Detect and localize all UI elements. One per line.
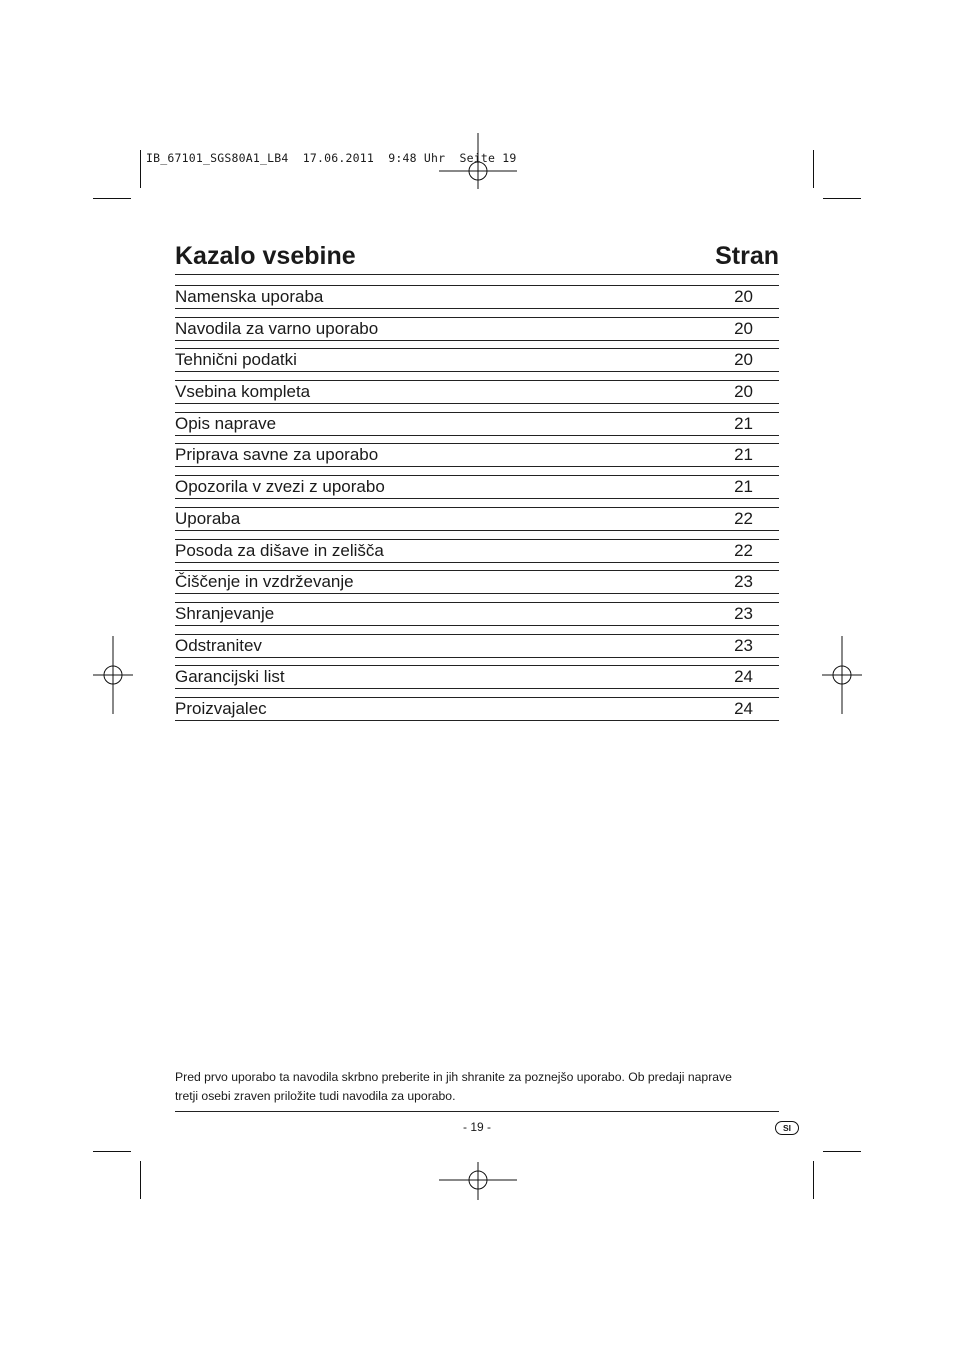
toc-entry-page: 21 [734,413,753,433]
crop-mark-bottom-right-h [823,1151,861,1152]
print-slug-time: 9:48 Uhr [388,151,446,165]
toc-entry-label: Priprava savne za uporabo [175,445,379,465]
toc-entry[interactable] [175,570,779,594]
footnote [175,1068,779,1106]
footer-divider [175,1111,779,1112]
crop-mark-bottom-left-v [140,1161,141,1199]
toc-entry[interactable] [175,475,779,499]
toc-entry-label: Namenska uporaba [175,287,324,306]
toc-entry-label: Tehnični podatki [175,350,297,370]
toc-entry-page: 20 [734,350,753,370]
print-slug-date: 17.06.2011 [302,151,374,165]
crop-mark-top-right-h [823,198,861,199]
toc-entry-page: 22 [734,540,753,560]
toc-entry-page: 20 [734,318,753,338]
registration-mark-bottom [439,1162,517,1200]
language-badge: SI [775,1121,799,1135]
toc-entry-page: 24 [734,667,753,687]
toc-entry[interactable] [175,634,779,658]
toc-entry-label: Opis naprave [175,413,277,433]
toc-entry-page: 23 [734,635,753,655]
toc-entry[interactable] [175,380,779,404]
toc-page-column-title: Stran [715,242,779,270]
toc-entry-label: Navodila za varno uporabo [175,318,379,338]
toc-heading [175,240,779,275]
toc-list [175,285,779,729]
crop-mark-top-right-v [813,150,814,188]
toc-entry[interactable] [175,443,779,467]
toc-entry-page: 23 [734,572,753,592]
toc-entry-label: Shranjevanje [175,603,275,623]
toc-entry[interactable] [175,412,779,436]
toc-entry-label: Uporaba [175,508,241,528]
page-number: - 19 - [462,1120,491,1134]
toc-entry-label: Posoda za dišave in zelišča [175,540,384,560]
toc-entry-label: Opozorila v zvezi z uporabo [175,477,385,497]
print-slug-page: Seite 19 [459,151,517,165]
print-slug-file: IB_67101_SGS80A1_LB4 [146,151,289,165]
toc-entry-page: 24 [734,698,753,718]
toc-entry[interactable] [175,348,779,372]
registration-mark-left [93,636,133,714]
crop-mark-bottom-left-h [93,1151,131,1152]
toc-entry[interactable] [175,539,779,563]
crop-mark-bottom-right-v [813,1161,814,1199]
toc-entry[interactable] [175,665,779,689]
toc-entry-page: 20 [734,382,753,402]
crop-mark-top-left-h [93,198,131,199]
toc-entry-page: 20 [734,287,753,306]
toc-entry-page: 22 [734,508,753,528]
toc-entry[interactable] [175,507,779,531]
toc-entry[interactable] [175,602,779,626]
toc-entry-page: 21 [734,445,753,465]
toc-entry-label: Proizvajalec [175,698,267,718]
toc-entry[interactable] [175,697,779,721]
toc-entry-label: Garancijski list [175,667,285,687]
registration-mark-right [822,636,862,714]
footnote-line-2: tretji osebi zraven priložite tudi navodila za uporabo. [175,1089,456,1103]
crop-mark-top-left-v [140,150,141,188]
registration-mark-top [439,133,517,189]
toc-entry-label: Čiščenje in vzdrževanje [175,572,354,592]
toc-entry-page: 23 [734,603,753,623]
toc-entry-label: Odstranitev [175,635,262,655]
footnote-line-1: Pred prvo uporabo ta navodila skrbno preberite in jih shranite za poznejšo uporabo. Ob predaji naprave [175,1070,732,1084]
toc-entry-page: 21 [734,477,753,497]
toc-entry-label: Vsebina kompleta [175,382,311,402]
toc-entry[interactable] [175,317,779,341]
toc-title: Kazalo vsebine [175,242,356,270]
toc-entry[interactable] [175,285,779,309]
